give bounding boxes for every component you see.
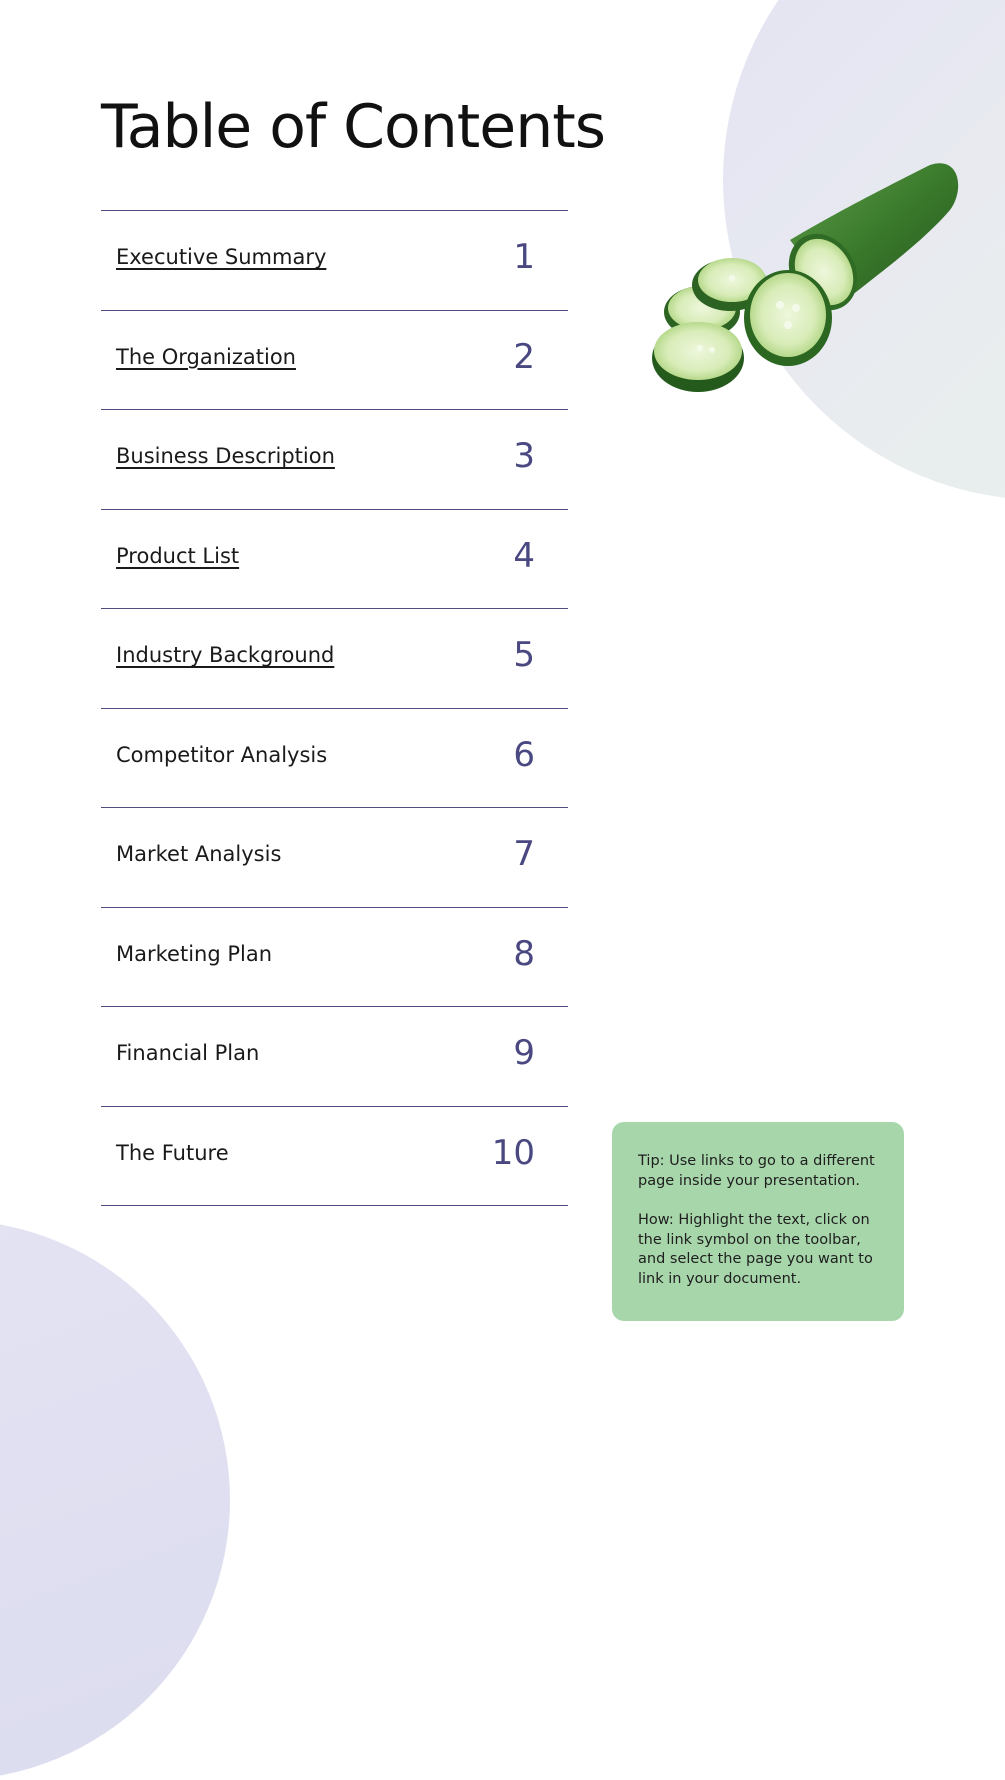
tip-text: Use links to go to a different page inside your presentation.: [638, 1153, 875, 1189]
how-paragraph: [638, 1211, 882, 1289]
how-text: Highlight the text, click on the link symbol on the toolbar, and select the page you want to link in your document.: [638, 1212, 873, 1287]
toc-link-business-description[interactable]: Business Description: [116, 444, 335, 468]
toc-page-number: 3: [513, 436, 535, 476]
toc-label-marketing-plan: Marketing Plan: [116, 941, 273, 966]
decorative-blob-bottom: [0, 1220, 230, 1780]
toc-page-number: 8: [513, 933, 535, 974]
toc-link-the-organization[interactable]: The Organization: [116, 344, 296, 369]
toc-row-the-organization: [101, 311, 568, 411]
cucumber-icon: [640, 150, 970, 400]
toc-row-market-analysis: [101, 808, 568, 908]
toc-link-industry-background[interactable]: Industry Background: [116, 643, 335, 667]
toc-link-product-list[interactable]: Product List: [116, 543, 240, 568]
toc-page-number: 4: [513, 535, 535, 576]
table-of-contents: [101, 210, 568, 1206]
toc-label-financial-plan: Financial Plan: [116, 1041, 260, 1065]
toc-row-product-list: [101, 510, 568, 610]
tip-box: [612, 1122, 904, 1321]
toc-page-number: 10: [491, 1132, 535, 1173]
toc-label-market-analysis: Market Analysis: [116, 842, 282, 866]
toc-row-industry-background: [101, 609, 568, 709]
page-title: Table of Contents: [101, 92, 606, 162]
toc-label-competitor-analysis: Competitor Analysis: [116, 742, 328, 767]
toc-page-number: 5: [513, 635, 535, 675]
toc-label-the-future: The Future: [116, 1140, 229, 1165]
toc-row-the-future: [101, 1107, 568, 1207]
toc-page-number: 1: [513, 237, 535, 277]
toc-page-number: 7: [513, 834, 535, 874]
toc-link-executive-summary[interactable]: Executive Summary: [116, 245, 327, 269]
toc-page-number: 2: [513, 336, 535, 377]
toc-row-executive-summary: [101, 211, 568, 311]
toc-row-competitor-analysis: [101, 709, 568, 809]
tip-label: Tip:: [638, 1153, 665, 1169]
how-label: How:: [638, 1212, 674, 1228]
toc-page-number: 6: [513, 734, 535, 775]
toc-row-financial-plan: [101, 1007, 568, 1107]
tip-paragraph: [638, 1152, 882, 1191]
toc-row-marketing-plan: [101, 908, 568, 1008]
toc-row-business-description: [101, 410, 568, 510]
toc-page-number: 9: [513, 1033, 535, 1073]
